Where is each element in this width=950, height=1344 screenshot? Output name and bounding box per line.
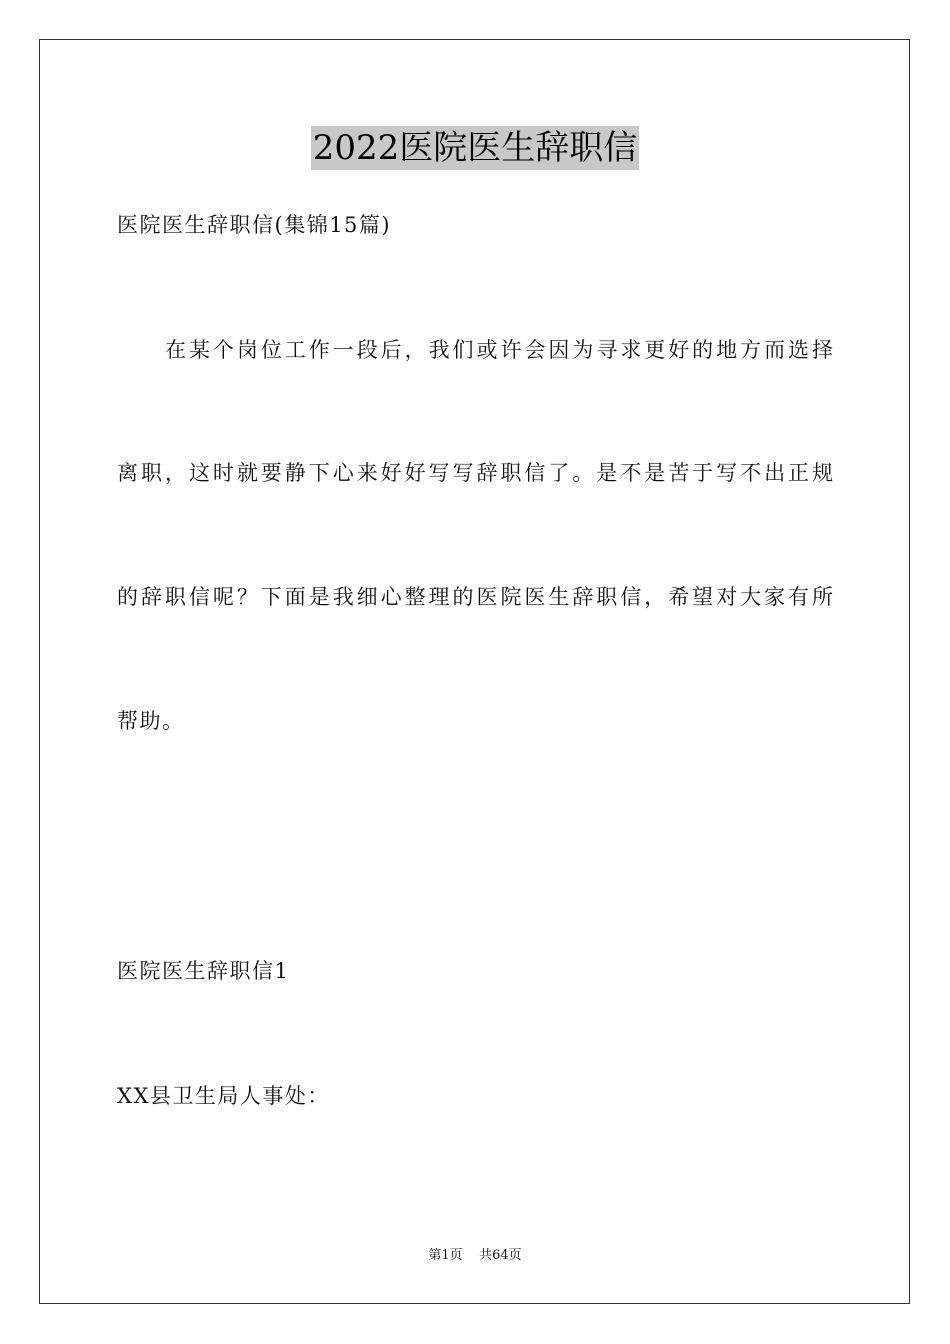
document-subtitle: 医院医生辞职信(集锦15篇) <box>117 213 392 237</box>
section-heading: 医院医生辞职信1 <box>117 959 290 983</box>
intro-line-2: 离职，这时就要静下心来好好写写辞职信了。是不是苦于写不出正规 <box>117 461 833 485</box>
salutation: XX县卫生局人事处： <box>117 1084 330 1108</box>
total-pages: 共64页 <box>479 1248 522 1263</box>
document-title: 2022医院医生辞职信 <box>312 128 638 168</box>
intro-line-1: 在某个岗位工作一段后，我们或许会因为寻求更好的地方而选择 <box>165 338 833 362</box>
title-container <box>0 126 950 170</box>
intro-line-4: 帮助。 <box>117 709 185 733</box>
page-footer <box>0 1247 950 1265</box>
page-number: 第1页 <box>428 1248 463 1263</box>
intro-line-3: 的辞职信呢？下面是我细心整理的医院医生辞职信，希望对大家有所 <box>117 585 833 609</box>
